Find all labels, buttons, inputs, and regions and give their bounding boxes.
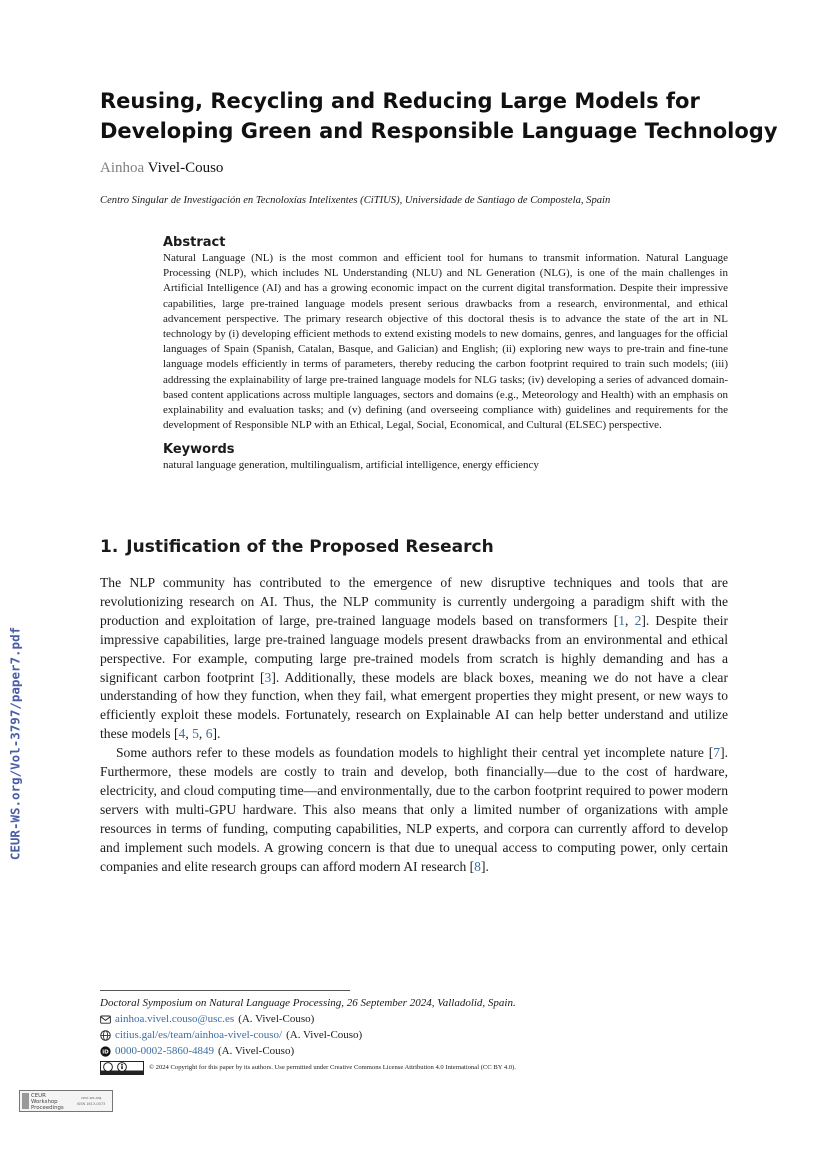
author-last-name: Vivel-Couso xyxy=(147,160,224,176)
paragraph-1 xyxy=(100,574,728,744)
affiliation: Centro Singular de Investigación en Tecnoloxías Intelixentes (CiTIUS), Universidade de Santiago de Compostela, Spain xyxy=(100,195,611,206)
paragraph-text: ]. xyxy=(480,858,489,874)
paragraph-text: ]. Despite their impressive capabilities, large pre-trained language models present drawbacks from an environmental and ethical perspective. For example, computing large pre-trained models from scratch is highly demanding and has a significant carbon footprint [ xyxy=(100,612,728,685)
citation-separator: , xyxy=(625,612,635,628)
paper-title: Reusing, Recycling and Reducing Large Models for Developing Green and Responsible Language Technology xyxy=(100,89,778,143)
website-link[interactable]: citius.gal/es/team/ainhoa-vivel-couso/ xyxy=(115,1029,283,1041)
ceur-logo-issn: ISSN 1613-0073 xyxy=(77,1102,106,1106)
paragraph-text: The NLP community has contributed to the emergence of new disruptive techniques and tools that are revolutionizing research on AI. Thus, the NLP community is currently undergoing a paradigm shift with the production and exploitation of large, pre-trained language models based on transformers [ xyxy=(100,575,728,628)
orcid-line xyxy=(100,1043,740,1059)
paragraph-text: ]. Furthermore, these models are costly to train and develop, both financially—due to the cost of hardware, electricity, and cloud computing time—and environmentally, due to the carbon footprint required to power modern servers with multi-GPU hardware. This also means that only a limited number of organizations with ample resources in terms of funding, computing capabilities, NLP experts, and corpora can currently afford to develop and implement such models. A growing concern is that due to unequal access to computing power, only certain companies and elite research groups can afford modern AI research [ xyxy=(100,745,728,874)
email-link[interactable]: ainhoa.vivel.couso@usc.es xyxy=(115,1013,235,1025)
globe-icon xyxy=(100,1030,111,1041)
footnote-divider xyxy=(100,990,350,991)
abstract-heading: Abstract xyxy=(163,235,226,250)
license-text: © 2024 Copyright for this paper by its authors. Use permitted under Creative Commons License Attribution 4.0 International (CC BY 4.0). xyxy=(149,1064,516,1071)
keywords-text: natural language generation, multilingualism, artificial intelligence, energy efficiency xyxy=(163,459,539,472)
website-owner: (A. Vivel-Couso) xyxy=(286,1029,363,1041)
orcid-icon xyxy=(100,1046,111,1057)
section-heading xyxy=(100,537,494,557)
paragraph-text: ]. xyxy=(212,726,221,742)
citation-link[interactable]: 4 xyxy=(178,726,186,742)
orcid-owner: (A. Vivel-Couso) xyxy=(218,1045,295,1057)
section-body xyxy=(100,574,728,877)
ceur-sidebar-link[interactable]: CEUR-WS.org/Vol-3797/paper7.pdf xyxy=(7,626,23,861)
abstract-text: Natural Language (NL) is the most common and efficient tool for humans to transmit information. Natural Language Processing (NLP), which includes NL Understanding (NLU) and NL Generation (NLG), is one of the main challenges in Artificial Intelligence (AI) and has a growing economic impact on the current digital transformation. Despite their impressive capabilities, large pre-trained language models present serious drawbacks from a research, environmental, and ethical advancement perspective. The primary research objective of this doctoral thesis is to advance the state of the art in NL technology by (i) developing efficient methods to extend existing models to new domains, genres, and languages for the official languages of Spain (Spanish, Catalan, Basque, and Galician) and English; (ii) exploring new ways to pre-train and fine-tune language models efficiently in terms of parameters, thereby reducing the carbon footprint required to train such models; (iii) addressing the explainability of large pre-trained language models for NLG tasks; (iv) developing a series of advanced domain-based content applications across multiple languages, sectors and domains (e.g., Meteorology and Health) with an emphasis on explainability and evaluation tasks; and (v) defining (and overseeing compliance with) guidelines and requirements for the development of Responsible NLP with an Ethical, Legal, Social, Economical, and Cultural (ELSEC) perspective. xyxy=(163,252,728,432)
citation-link[interactable]: 7 xyxy=(713,745,721,761)
email-owner: (A. Vivel-Couso) xyxy=(238,1013,315,1025)
section-title: Justification of the Proposed Research xyxy=(126,537,494,557)
ceur-workshop-logo xyxy=(19,1090,113,1112)
cc-by-license-icon xyxy=(100,1061,144,1075)
license-line xyxy=(100,1060,740,1076)
abstract-block xyxy=(163,235,728,473)
ceur-logo-line-2: Workshop xyxy=(31,1099,58,1105)
citation-link[interactable]: 1 xyxy=(618,612,626,628)
event-note: Doctoral Symposium on Natural Language Processing, 26 September 2024, Valladolid, Spain. xyxy=(100,997,516,1009)
citation-link[interactable]: 6 xyxy=(205,726,213,742)
citation-link[interactable]: 3 xyxy=(264,669,272,685)
citation-separator: , xyxy=(185,726,193,742)
ceur-logo-url: ceur-ws.org xyxy=(81,1096,102,1100)
citation-link[interactable]: 5 xyxy=(192,726,199,742)
paragraph-text: Some authors refer to these models as foundation models to highlight their central yet incomplete nature [ xyxy=(116,745,714,761)
orcid-link[interactable]: 0000-0002-5860-4849 xyxy=(115,1045,214,1057)
web-line xyxy=(100,1027,740,1043)
author-first-name: Ainhoa xyxy=(100,160,145,176)
svg-text:iD: iD xyxy=(102,1049,109,1056)
envelope-icon xyxy=(100,1014,111,1025)
ceur-logo-line-1: CEUR xyxy=(31,1093,46,1099)
citation-link[interactable]: 2 xyxy=(634,612,642,628)
author-line xyxy=(100,160,223,177)
email-line xyxy=(100,1011,740,1027)
citation-separator: , xyxy=(198,726,206,742)
paragraph-2 xyxy=(100,744,728,876)
section-number: 1. xyxy=(100,537,119,557)
citation-link[interactable]: 8 xyxy=(474,858,481,874)
keywords-heading: Keywords xyxy=(163,442,235,458)
footnotes xyxy=(100,995,740,1076)
paragraph-text: ]. Additionally, these models are black boxes, meaning we do not have a clear understanding of how they function, when they fail, what emergent properties they might present, or new ways to efficiently exploit these models. Fortunately, research on Explainable AI can help better understand and utilize these models [ xyxy=(100,669,728,742)
ceur-logo-line-3: Proceedings xyxy=(31,1105,64,1111)
